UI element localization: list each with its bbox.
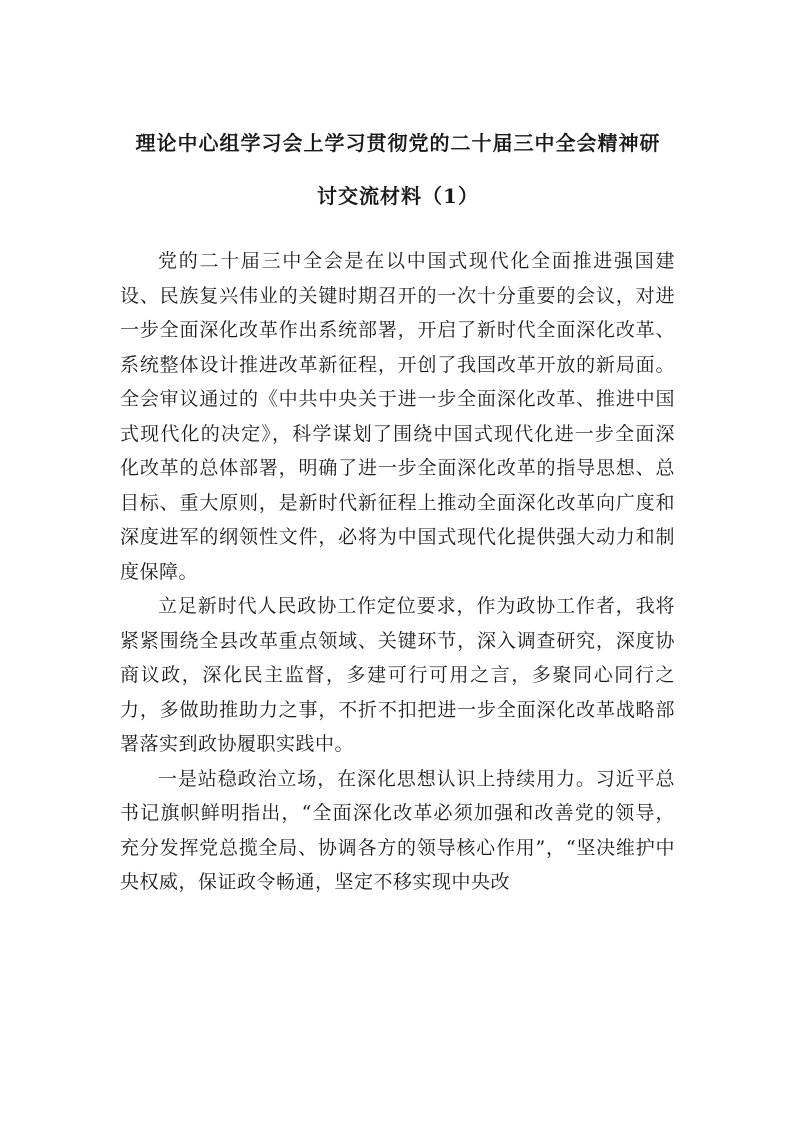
paragraph-3: 一是站稳政治立场，在深化思想认识上持续用力。习近平总书记旗帜鲜明指出，“全面深化改革必须加强和改善党的领导，充分发挥党总揽全局、协调各方的领导核心作用”，“坚决维护中央权威，保证政令畅通，坚定不移实现中央改 — [120, 767, 675, 893]
document-body — [120, 244, 675, 900]
document-title-line-1: 理论中心组学习会上学习贯彻党的二十届三中全会精神研 — [135, 131, 661, 155]
paragraph-1: 党的二十届三中全会是在以中国式现代化全面推进强国建设、民族复兴伟业的关键时期召开的一次十分重要的会议，对进一步全面深化改革作出系统部署，开启了新时代全面深化改革、系统整体设计推进改革新征程，开创了我国改革开放的新局面。全会审议通过的《中共中央关于进一步全面深化改革、推进中国式现代化的决定》，科学谋划了围绕中国式现代化进一步全面深化改革的总体部署，明确了进一步全面深化改革的指导思想、总目标、重大原则，是新时代新征程上推动全面深化改革向广度和深度进军的纲领性文件，必将为中国式现代化提供强大动力和制度保障。 — [120, 250, 675, 583]
document-title-line-2: 讨交流材料（1） — [317, 184, 479, 208]
paragraph-2: 立足新时代人民政协工作定位要求，作为政协工作者，我将紧紧围绕全县改革重点领域、关键环节，深入调查研究，深度协商议政，深化民主监督，多建可行可用之言，多聚同心同行之力，多做助推助力之事，不折不扣把进一步全面深化改革战略部署落实到政协履职实践中。 — [120, 595, 675, 755]
